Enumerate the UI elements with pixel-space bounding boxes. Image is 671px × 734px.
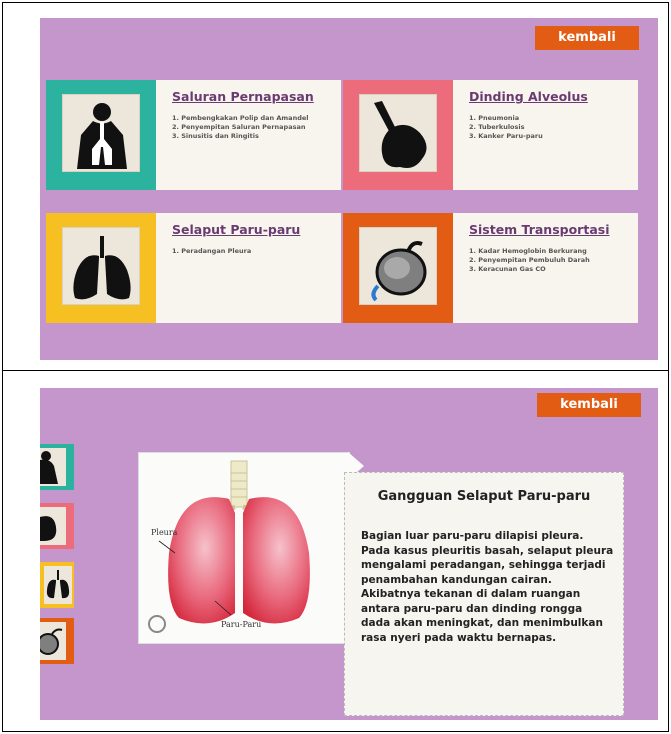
card-title: Sistem Transportasi [469,222,610,237]
card-list-item: 1. Kadar Hemoglobin Berkurang [469,247,587,255]
card-title: Saluran Pernapasan [172,89,314,104]
card-list-item: 3. Keracunan Gas CO [469,265,546,273]
card-list-item: 1. Pembengkakan Polip dan Amandel [172,114,309,122]
refresh-icon[interactable] [148,615,166,633]
card-body [156,213,341,323]
alveolus-icon [359,94,437,172]
info-text: Bagian luar paru-paru dilapisi pleura. Pada kasus pleuritis basah, selaput pleura mengalami peradangan, sehingga terjadi penambahan kandungan cairan. Akibatnya tekanan di dalam ruangan antara paru-paru dan dinding rongga dada akan meningkat, dan menimbulkan rasa nyeri pada waktu bernapas. [361,530,614,644]
heart-icon [359,227,437,305]
respiratory-tract-icon [62,94,140,172]
side-tab-dinding-alveolus[interactable] [40,503,74,549]
card-list [469,247,590,274]
card-list-item: 2. Tuberkulosis [469,123,525,131]
side-tab-selaput-paru-paru[interactable] [40,562,74,608]
side-tab-saluran-pernapasan[interactable] [40,444,74,490]
label-paru-paru: Paru-Paru [221,620,262,629]
heart-icon [40,622,66,660]
card-list-item: 3. Kanker Paru-paru [469,132,543,140]
card-title: Dinding Alveolus [469,89,588,104]
card-list [172,247,251,256]
card-list [172,114,309,141]
alveolus-icon [40,507,66,545]
card-list [469,114,543,141]
lung-illustration-card [138,452,350,644]
label-pleura: Pleura [151,528,178,537]
menu-screen [40,18,658,360]
lungs-icon [44,566,72,604]
menu-card-selaput-paru-paru[interactable] [46,213,341,323]
card-body [453,213,638,323]
info-card [344,472,624,716]
card-body [156,80,341,190]
detail-screen [40,388,658,720]
back-button[interactable]: kembali [537,393,641,417]
card-list-item: 2. Penyempitan Saluran Pernapasan [172,123,306,131]
side-tab-sistem-transportasi[interactable] [40,618,74,664]
lungs-icon [62,227,140,305]
respiratory-tract-icon [40,448,66,486]
card-list-item: 3. Sinusitis dan Ringitis [172,132,259,140]
menu-card-saluran-pernapasan[interactable] [46,80,341,190]
screenshot-frame [2,2,669,732]
divider [3,370,668,371]
menu-card-dinding-alveolus[interactable] [343,80,638,190]
info-title: Gangguan Selaput Paru-paru [377,489,591,504]
menu-card-sistem-transportasi[interactable] [343,213,638,323]
card-list-item: 1. Peradangan Pleura [172,247,252,255]
lung-illustration [139,453,349,643]
back-button[interactable]: kembali [535,26,639,50]
card-body [453,80,638,190]
card-title: Selaput Paru-paru [172,222,301,237]
card-list-item: 2. Penyempitan Pembuluh Darah [469,256,590,264]
card-list-item: 1. Pneumonia [469,114,520,122]
